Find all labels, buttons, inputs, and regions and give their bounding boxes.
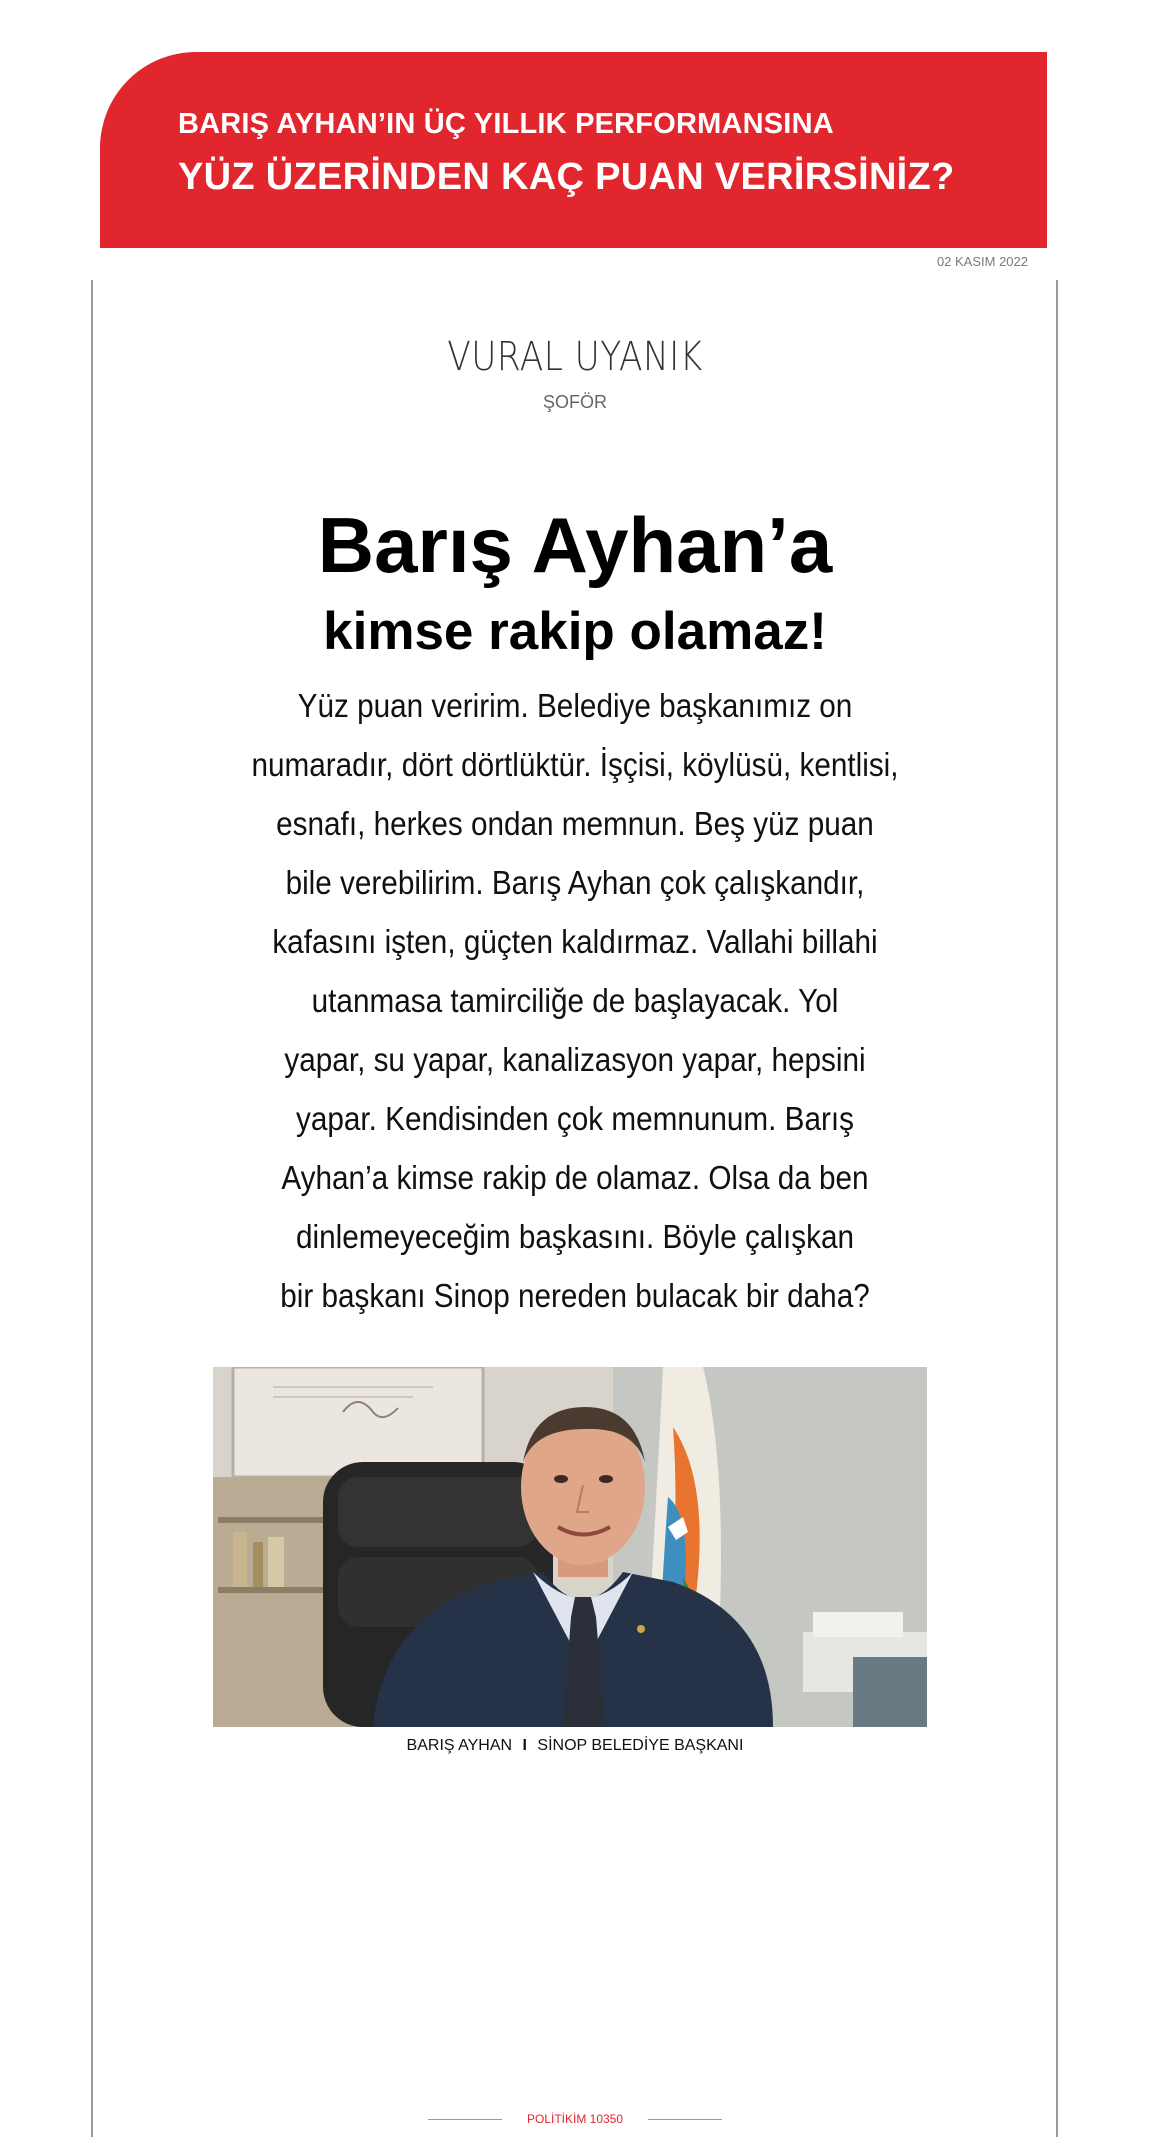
body-line: Yüz puan veririm. Belediye başkanımız on xyxy=(297,687,853,724)
footer-label: POLİTİKİM 10350 xyxy=(526,2112,624,2126)
body-line: bir başkanı Sinop nereden bulacak bir daha? xyxy=(280,1277,870,1314)
publish-date: 02 KASIM 2022 xyxy=(936,254,1028,269)
body-line: numaradır, dört dörtlüktür. İşçisi, köylüsü, kentlisi, xyxy=(251,746,899,783)
footer-right-rule xyxy=(648,2119,722,2120)
caption-title: SİNOP BELEDİYE BAŞKANI xyxy=(537,1737,744,1754)
banner-question-line2: YÜZ ÜZERİNDEN KAÇ PUAN VERİRSİNİZ? xyxy=(178,156,955,198)
photo-caption xyxy=(0,1737,1150,1755)
header-banner xyxy=(100,52,1047,248)
author-profession: ŞOFÖR xyxy=(542,392,607,412)
body-line: yapar. Kendisinden çok memnunum. Barış xyxy=(296,1100,854,1137)
body-line: esnafı, herkes ondan memnun. Beş yüz puan xyxy=(276,805,874,842)
body-line: dinlemeyeceğim başkasını. Böyle çalışkan xyxy=(296,1218,854,1255)
body-line: Ayhan’a kimse rakip de olamaz. Olsa da ben xyxy=(281,1159,869,1196)
headline-line1: Barış Ayhan’a xyxy=(317,501,833,589)
body-line: utanmasa tamirciliğe de başlayacak. Yol xyxy=(311,982,839,1019)
footer-left-rule xyxy=(428,2119,502,2120)
caption-name: BARIŞ AYHAN xyxy=(406,1737,513,1754)
headline-line2: kimse rakip olamaz! xyxy=(323,602,827,661)
body-line: kafasını işten, güçten kaldırmaz. Vallahi billahi xyxy=(272,923,878,960)
caption-separator: I xyxy=(522,1737,527,1754)
author-name: VURAL UYANIK xyxy=(447,334,703,380)
mayor-photo xyxy=(213,1367,927,1727)
banner-question-line1: BARIŞ AYHAN’IN ÜÇ YILLIK PERFORMANSINA xyxy=(178,108,834,140)
body-line: yapar, su yapar, kanalizasyon yapar, hepsini xyxy=(284,1041,866,1078)
article-body xyxy=(200,676,950,1325)
page-footer xyxy=(0,2112,1150,2126)
body-line: bile verebilirim. Barış Ayhan çok çalışkandır, xyxy=(285,864,865,901)
